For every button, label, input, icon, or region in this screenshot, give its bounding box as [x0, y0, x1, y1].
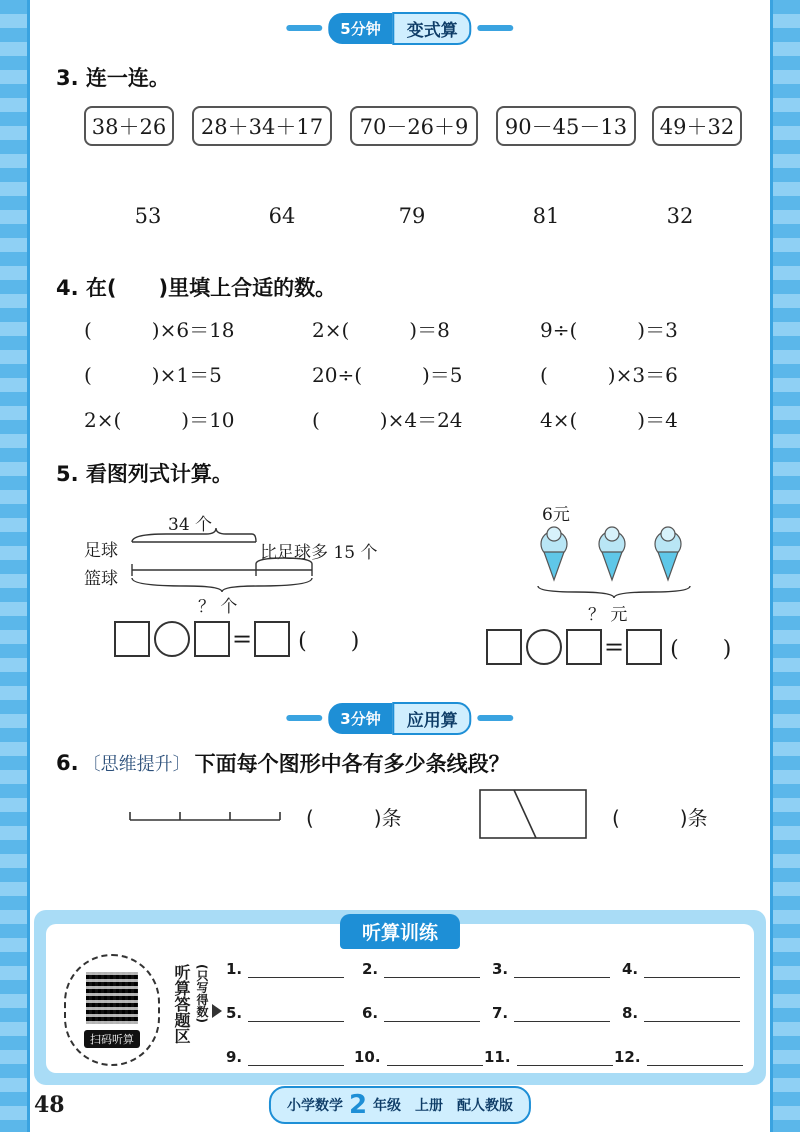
answer-number[interactable]: 32	[666, 204, 694, 228]
answer-square[interactable]	[626, 629, 662, 665]
thinking-tag: 〔思维提升〕	[82, 754, 191, 775]
unit-paren[interactable]: ( )	[298, 628, 360, 654]
listen-answer-slot[interactable]: 10.	[354, 1048, 483, 1066]
expression-box[interactable]: 38＋26	[84, 106, 174, 146]
question-4-title: 4. 在( )里填上合适的数。	[56, 276, 337, 300]
listen-answer-slot[interactable]: 7.	[492, 1004, 610, 1022]
top-brace	[132, 528, 256, 542]
fill-blank-item[interactable]: 4×( )＝4	[540, 408, 678, 432]
segment-figure	[126, 806, 286, 826]
listening-panel	[46, 924, 754, 1073]
listen-answer-slot[interactable]: 12.	[614, 1048, 743, 1066]
question-6-title	[56, 748, 510, 778]
listen-answer-slot[interactable]: 4.	[622, 960, 740, 978]
section-header-variant	[280, 14, 519, 42]
basketball-label: 篮球	[84, 569, 118, 589]
answer-square[interactable]	[114, 621, 150, 657]
bottom-brace	[132, 578, 312, 592]
answer-number[interactable]: 79	[398, 204, 426, 228]
section-name: 变式算	[393, 12, 472, 45]
fill-blank-item[interactable]: ( )×3＝6	[540, 363, 678, 387]
equation-template-right	[486, 629, 731, 665]
section-time: 5分钟	[328, 13, 392, 44]
price-brace	[536, 584, 696, 600]
fill-blank-item[interactable]: 2×( )＝8	[312, 318, 450, 342]
listen-answer-slot[interactable]: 3.	[492, 960, 610, 978]
answer-area-label: 听算答题区	[172, 964, 191, 1044]
operator-circle[interactable]	[154, 621, 190, 657]
listen-answer-slot[interactable]: 9.	[226, 1048, 344, 1066]
answer-square[interactable]	[194, 621, 230, 657]
qr-label: 扫码听算	[84, 1030, 140, 1048]
edition-label: 年级 上册 配人教版	[373, 1098, 514, 1114]
header-dash-left	[286, 25, 322, 31]
section-header-application	[280, 704, 519, 732]
difference-brace	[256, 558, 312, 564]
equals-sign: =	[604, 633, 625, 661]
expression-box[interactable]: 28＋34＋17	[192, 106, 332, 146]
page-footer	[0, 1088, 800, 1132]
fill-blank-item[interactable]: 2×( )＝10	[84, 408, 235, 432]
listening-tab: 听算训练	[340, 914, 460, 949]
ice-cream-row	[534, 522, 694, 586]
fill-blank-item[interactable]: ( )×6＝18	[84, 318, 235, 342]
segment-count-answer-1[interactable]: ( )条	[306, 806, 402, 830]
grade-number: 2	[348, 1090, 368, 1120]
equation-template-left	[114, 621, 359, 657]
equals-sign: =	[232, 625, 253, 653]
answer-square[interactable]	[566, 629, 602, 665]
listen-answer-slot[interactable]: 1.	[226, 960, 344, 978]
ice-cream-icon	[599, 527, 625, 580]
header-dash-right	[478, 25, 514, 31]
arrow-right-icon	[212, 1004, 222, 1018]
expression-box[interactable]: 70－26＋9	[350, 106, 478, 146]
rectangle-figure	[478, 788, 590, 842]
total-price-label: ？ 元	[588, 605, 628, 625]
header-dash-right	[478, 715, 514, 721]
answer-number[interactable]: 53	[134, 204, 162, 228]
segment-diagram	[126, 528, 326, 594]
section-time: 3分钟	[328, 703, 392, 734]
fill-blank-item[interactable]: 9÷( )＝3	[540, 318, 678, 342]
listen-answer-slot[interactable]: 6.	[362, 1004, 480, 1022]
expression-box[interactable]: 49＋32	[652, 106, 742, 146]
page-number: 48	[34, 1092, 65, 1118]
left-frame-border	[0, 0, 30, 1132]
answer-number[interactable]: 64	[268, 204, 296, 228]
answer-square[interactable]	[254, 621, 290, 657]
expression-box[interactable]: 90－45－13	[496, 106, 636, 146]
price-label: 6元	[542, 505, 570, 525]
listen-answer-slot[interactable]: 2.	[362, 960, 480, 978]
ice-cream-icon	[541, 527, 567, 580]
unit-paren[interactable]: ( )	[670, 636, 732, 662]
answer-area-note: (只写得数)	[195, 964, 209, 1023]
segment-count-answer-2[interactable]: ( )条	[612, 806, 708, 830]
listening-section	[34, 910, 766, 1085]
answer-number[interactable]: 81	[532, 204, 560, 228]
question-5-title: 5. 看图列式计算。	[56, 462, 233, 486]
answer-square[interactable]	[486, 629, 522, 665]
question-3-title: 3. 连一连。	[56, 66, 170, 90]
qr-code-icon[interactable]	[86, 972, 138, 1024]
right-frame-border	[770, 0, 800, 1132]
question-6-number: 6.	[56, 751, 79, 775]
ice-cream-icon	[655, 527, 681, 580]
fill-blank-item[interactable]: ( )×1＝5	[84, 363, 222, 387]
listen-answer-slot[interactable]: 8.	[622, 1004, 740, 1022]
qr-code-area[interactable]	[64, 954, 160, 1066]
subject-label: 小学数学	[286, 1098, 343, 1114]
operator-circle[interactable]	[526, 629, 562, 665]
question-6-text: 下面每个图形中各有多少条线段？	[194, 752, 510, 776]
more-than-label: 比足球多 15 个	[260, 543, 378, 563]
header-dash-left	[286, 715, 322, 721]
fill-blank-item[interactable]: 20÷( )＝5	[312, 363, 463, 387]
section-name: 应用算	[393, 702, 472, 735]
book-info-pill	[269, 1086, 531, 1124]
total-unknown-label: ？ 个	[198, 597, 238, 617]
listen-answer-slot[interactable]: 5.	[226, 1004, 344, 1022]
football-count-label: 34 个	[168, 515, 213, 535]
fill-blank-item[interactable]: ( )×4＝24	[312, 408, 463, 432]
football-label: 足球	[84, 541, 118, 561]
listen-answer-slot[interactable]: 11.	[484, 1048, 613, 1066]
